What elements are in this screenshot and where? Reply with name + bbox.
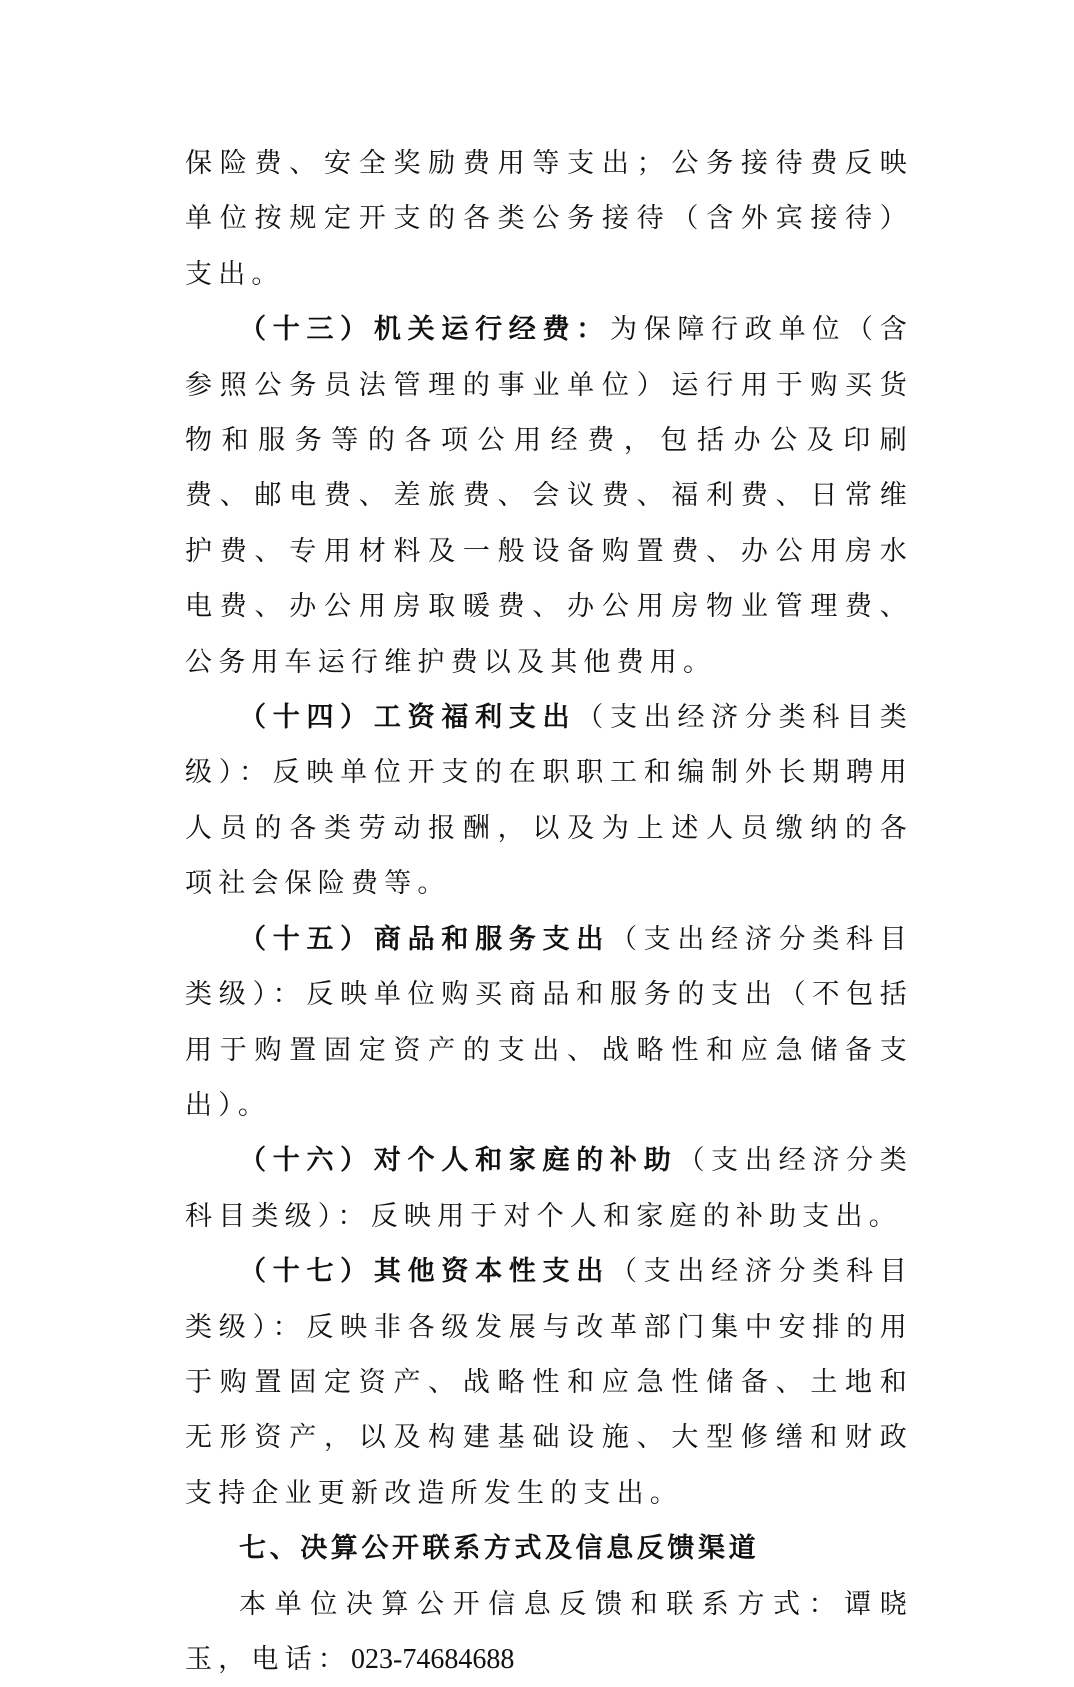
paragraph-continuation: [185, 136, 913, 302]
document-body: [185, 136, 913, 1687]
paragraph-text: 为保障行政单位（含参照公务员法管理的事业单位）运行用于购买货物和服务等的各项公用经费，包括办公及印刷费、邮电费、差旅费、会议费、福利费、日常维护费、专用材料及一般设备购置费、办公用房水电费、办公用房取暖费、办公用房物业管理费、公务用车运行维护费以及其他费用。: [185, 314, 913, 678]
paragraph-item-16: [185, 1133, 913, 1244]
paragraph-item-13: [185, 302, 913, 690]
paragraph-lead: （十六）对个人和家庭的补助: [239, 1145, 678, 1177]
paragraph-text: （支出经济分类科目类级）：反映非各级发展与改革部门集中安排的用于购置固定资产、战略性和应急性储备、土地和无形资产，以及构建基础设施、大型修缮和财政支持企业更新改造所发生的支出。: [185, 1256, 913, 1509]
paragraph-lead: （十七）其他资本性支出: [239, 1256, 610, 1288]
paragraph-lead: （十四）工资福利支出: [239, 702, 577, 734]
section-heading: 七、决算公开联系方式及信息反馈渠道: [239, 1533, 760, 1565]
paragraph-text: （支出经济分类科目类级）：反映用于对个人和家庭的补助支出。: [185, 1145, 913, 1232]
contact-phone: 023-74684688: [351, 1643, 515, 1675]
paragraph-text: （支出经济分类科目类级）：反映单位购买商品和服务的支出（不包括用于购置固定资产的支出、战略性和应急储备支出）。: [185, 923, 913, 1121]
paragraph-lead: （十三）机关运行经费：: [239, 314, 610, 346]
paragraph-item-15: [185, 912, 913, 1134]
contact-paragraph: [185, 1577, 913, 1687]
contact-text: 本单位决算公开信息反馈和联系方式：谭晓玉，电话：: [185, 1588, 913, 1675]
paragraph-text: 保险费、安全奖励费用等支出；公务接待费反映单位按规定开支的各类公务接待（含外宾接待）支出。: [185, 148, 913, 290]
paragraph-item-17: [185, 1244, 913, 1521]
paragraph-text: （支出经济分类科目类级）：反映单位开支的在职职工和编制外长期聘用人员的各类劳动报酬，以及为上述人员缴纳的各项社会保险费等。: [185, 702, 914, 900]
paragraph-item-14: [185, 690, 913, 912]
paragraph-lead: （十五）商品和服务支出: [239, 923, 610, 955]
